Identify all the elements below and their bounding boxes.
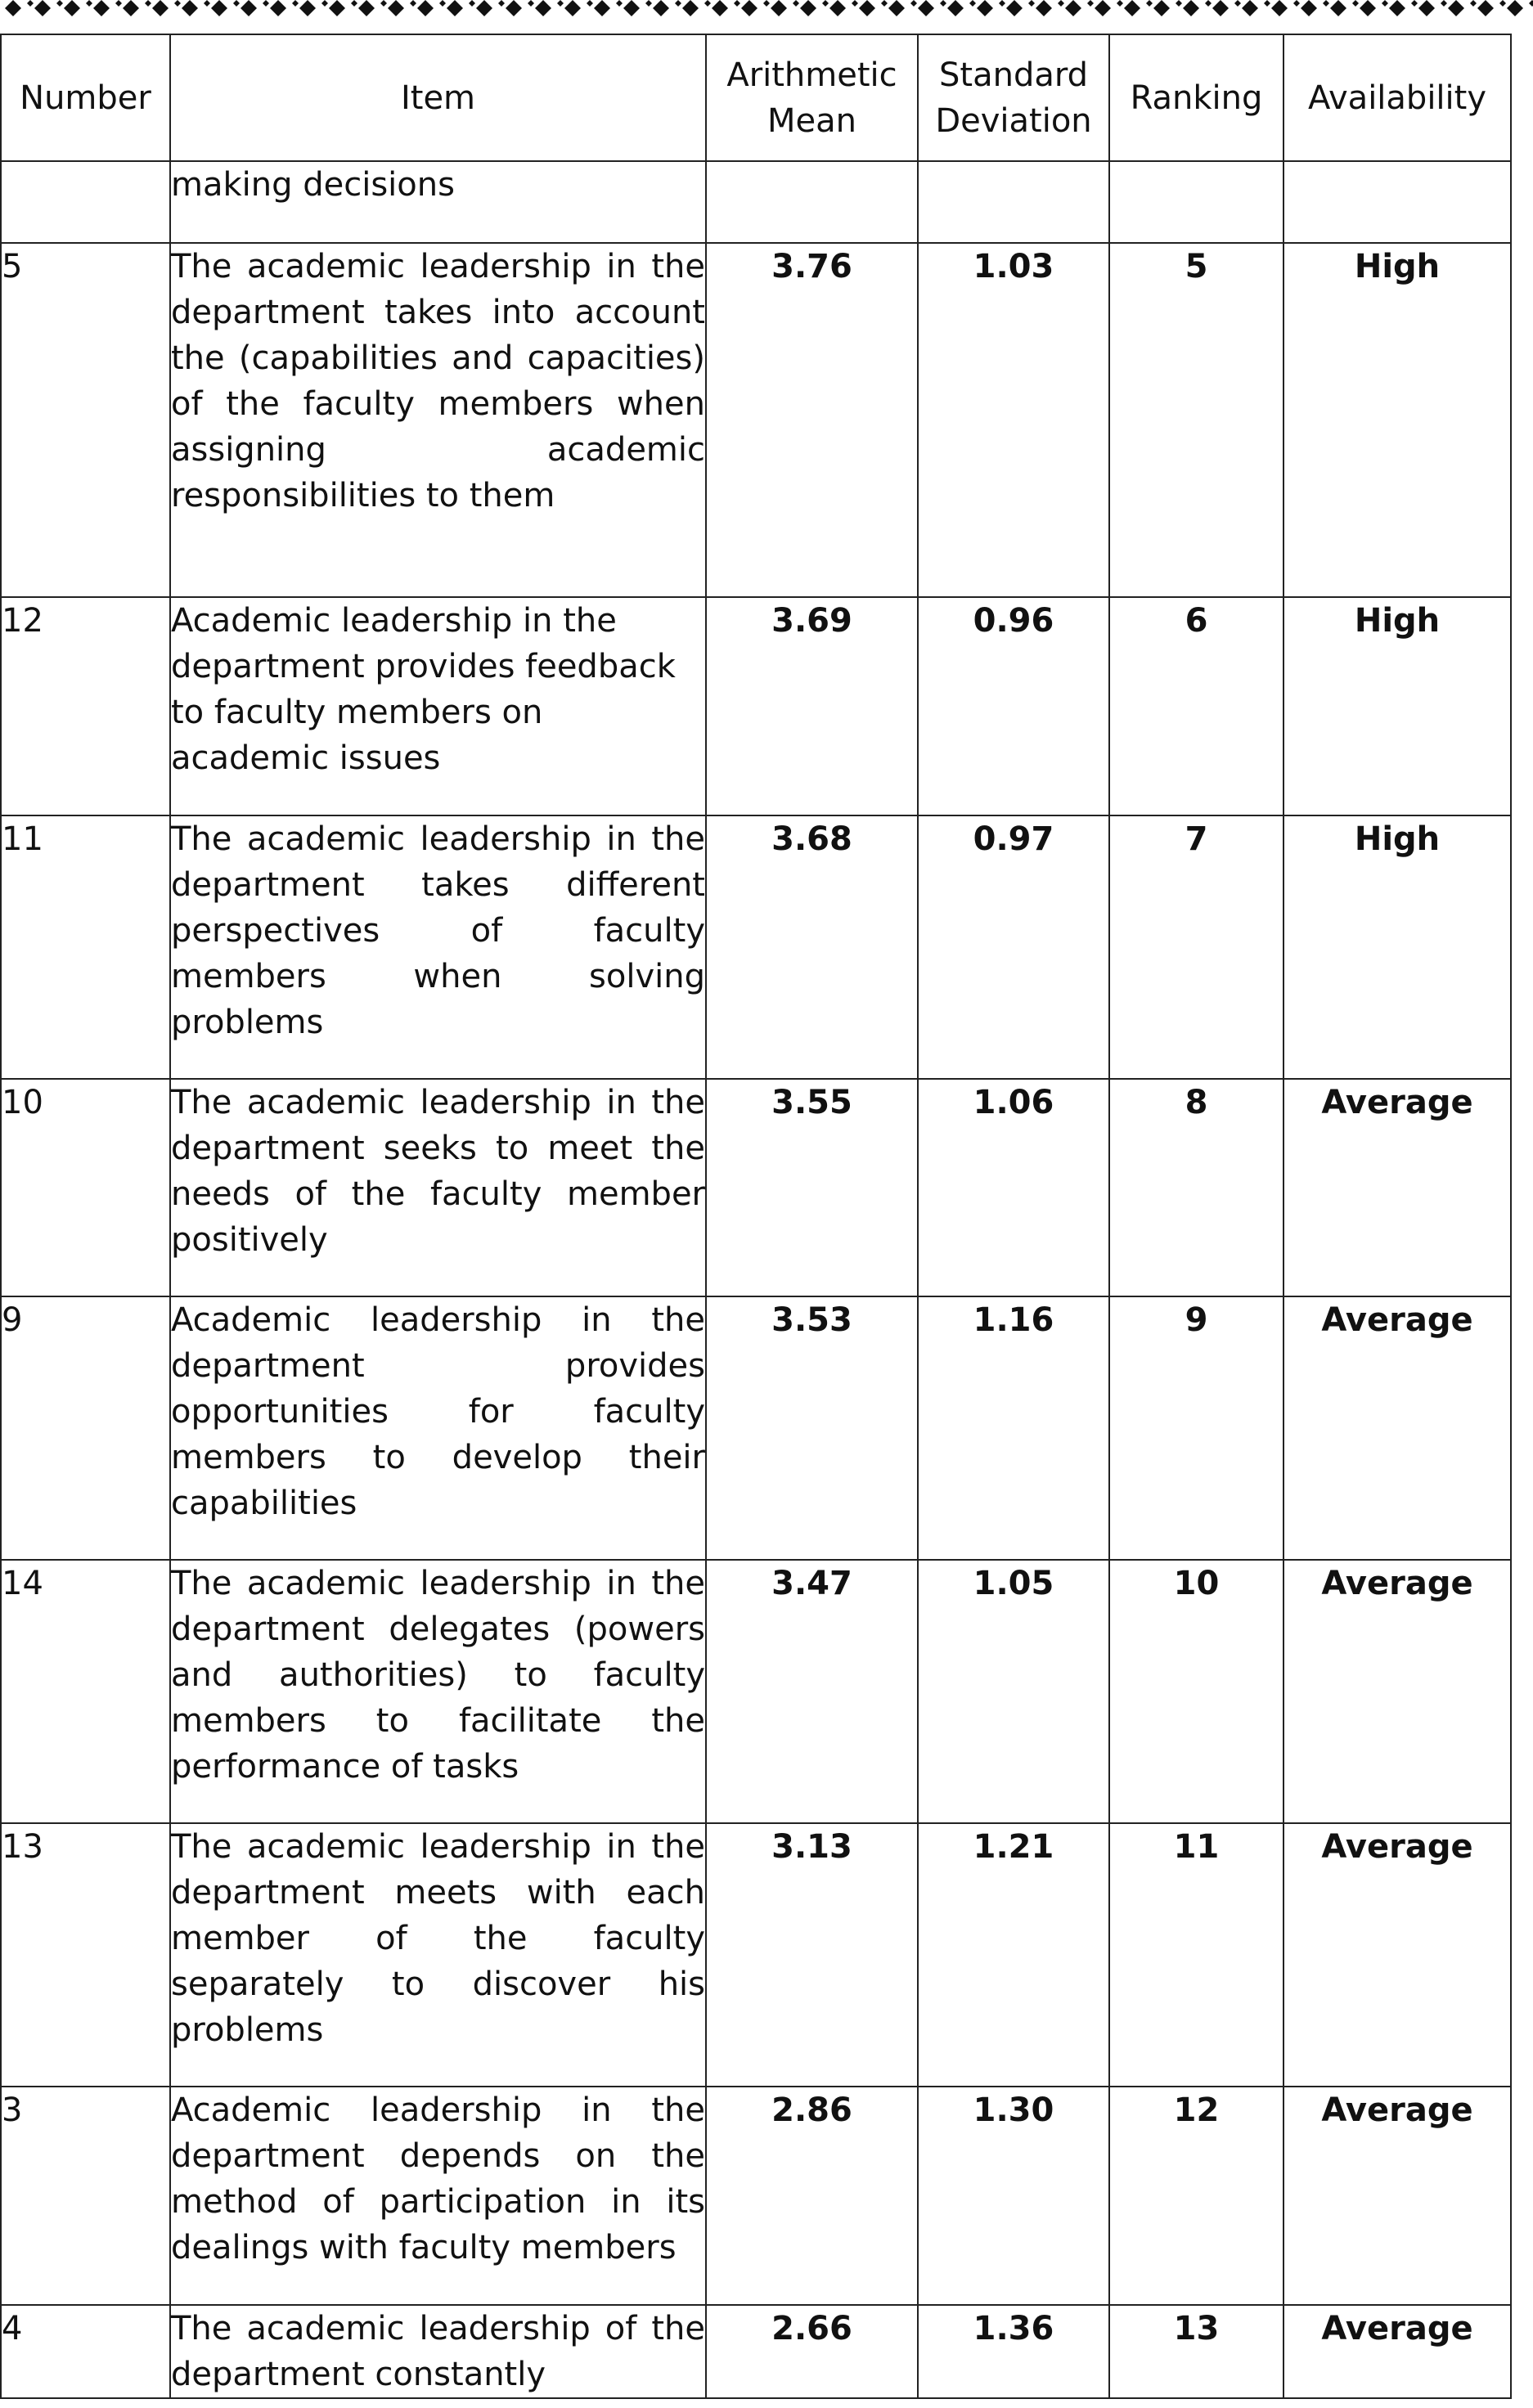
cell-item: The academic leadership in the department meets with each member of the faculty separately to discover his problems: [170, 1823, 706, 2087]
cell-ranking: 12: [1109, 2087, 1283, 2305]
cell-mean: 3.76: [706, 243, 918, 597]
border-dot: [292, 0, 299, 7]
table-row: [1, 815, 1511, 1079]
border-dot: [1058, 0, 1064, 7]
cell-ranking: 6: [1109, 597, 1283, 815]
border-dot: [1382, 0, 1388, 7]
border-dot: [999, 0, 1005, 7]
table-row: [1, 2305, 1511, 2398]
border-diamond: [1271, 0, 1288, 16]
border-diamond: [1418, 0, 1435, 16]
border-dot: [734, 0, 740, 7]
table-row: [1, 1296, 1511, 1560]
border-dot: [881, 0, 888, 7]
border-dot: [1205, 0, 1212, 7]
border-dot: [233, 0, 240, 7]
header-sd: Standard Deviation: [918, 34, 1109, 161]
cell-item: The academic leadership in the department delegates (powers and authorities) to faculty members to facilitate the performance of tasks: [170, 1560, 706, 1823]
border-dot: [380, 0, 387, 7]
border-dot: [557, 0, 564, 7]
cell-mean: 3.55: [706, 1079, 918, 1296]
cell-mean: 2.66: [706, 2305, 918, 2398]
border-diamond: [1477, 0, 1494, 16]
cell-mean: 3.68: [706, 815, 918, 1079]
cell-number: 13: [1, 1823, 170, 2087]
border-dot: [763, 0, 770, 7]
border-dot: [645, 0, 652, 7]
table-row: [1, 2087, 1511, 2305]
border-diamond: [123, 0, 139, 16]
border-dot: [1323, 0, 1329, 7]
border-diamond: [1507, 0, 1523, 16]
cell-item: The academic leadership in the department takes into account the (capabilities and capacities) of the faculty members when assigning academic responsibilities to them: [170, 243, 706, 597]
cell-availability: Average: [1283, 1296, 1511, 1560]
cell-number: 12: [1, 597, 170, 815]
border-diamond: [535, 0, 551, 16]
table-header-row: [1, 34, 1511, 161]
border-diamond: [977, 0, 993, 16]
border-dot: [704, 0, 711, 7]
border-diamond: [1360, 0, 1376, 16]
border-dot: [852, 0, 858, 7]
cell-sd: 0.96: [918, 597, 1109, 815]
border-diamond: [1330, 0, 1346, 16]
table-row: [1, 597, 1511, 815]
border-diamond: [1095, 0, 1111, 16]
border-dot: [1352, 0, 1359, 7]
results-table: [0, 34, 1512, 2399]
border-dot: [969, 0, 976, 7]
cell-mean: 3.47: [706, 1560, 918, 1823]
border-dot: [86, 0, 92, 7]
cell-number: 4: [1, 2305, 170, 2398]
cell-mean: [706, 161, 918, 243]
border-diamond: [947, 0, 964, 16]
table-row: [1, 1560, 1511, 1823]
cell-item: Academic leadership in the department depends on the method of participation in its dealings with faculty members: [170, 2087, 706, 2305]
cell-mean: 3.53: [706, 1296, 918, 1560]
border-diamond: [829, 0, 846, 16]
cell-availability: Average: [1283, 1823, 1511, 2087]
border-diamond: [1183, 0, 1199, 16]
border-dot: [1028, 0, 1035, 7]
border-dot: [587, 0, 593, 7]
border-diamond: [712, 0, 728, 16]
border-diamond: [1153, 0, 1170, 16]
cell-number: 11: [1, 815, 170, 1079]
border-dot: [675, 0, 681, 7]
header-mean: Arithmetic Mean: [706, 34, 918, 161]
border-diamond: [918, 0, 934, 16]
border-diamond: [506, 0, 522, 16]
diamond-pattern-icon: [0, 0, 1533, 33]
border-dot: [439, 0, 446, 7]
cell-item: making decisions: [170, 161, 706, 243]
cell-ranking: 9: [1109, 1296, 1283, 1560]
border-dot: [528, 0, 534, 7]
cell-availability: High: [1283, 815, 1511, 1079]
cell-number: 5: [1, 243, 170, 597]
cell-availability: High: [1283, 597, 1511, 815]
cell-availability: Average: [1283, 2087, 1511, 2305]
border-diamond: [653, 0, 669, 16]
cell-number: 9: [1, 1296, 170, 1560]
border-diamond: [270, 0, 286, 16]
border-diamond: [1389, 0, 1405, 16]
border-dot: [1293, 0, 1300, 7]
border-diamond: [476, 0, 492, 16]
cell-sd: 1.30: [918, 2087, 1109, 2305]
table-row: [1, 161, 1511, 243]
cell-sd: 1.36: [918, 2305, 1109, 2398]
cell-sd: 1.03: [918, 243, 1109, 597]
cell-item: Academic leadership in the department provides feedback to faculty members on academic issues: [170, 597, 706, 815]
border-diamond: [388, 0, 404, 16]
border-diamond: [564, 0, 581, 16]
cell-sd: 1.06: [918, 1079, 1109, 1296]
border-diamond: [5, 0, 21, 16]
cell-sd: 1.05: [918, 1560, 1109, 1823]
cell-ranking: 10: [1109, 1560, 1283, 1823]
border-dot: [115, 0, 122, 7]
border-diamond: [594, 0, 610, 16]
border-diamond: [241, 0, 257, 16]
cell-availability: Average: [1283, 2305, 1511, 2398]
cell-sd: 1.16: [918, 1296, 1109, 1560]
border-diamond: [358, 0, 375, 16]
border-diamond: [34, 0, 51, 16]
header-availability: Availability: [1283, 34, 1511, 161]
cell-ranking: 5: [1109, 243, 1283, 597]
border-dot: [1117, 0, 1123, 7]
table-row: [1, 1079, 1511, 1296]
border-dot: [1264, 0, 1270, 7]
border-diamond: [64, 0, 80, 16]
cell-number: 3: [1, 2087, 170, 2305]
cell-number: 14: [1, 1560, 170, 1823]
border-dot: [1499, 0, 1506, 7]
border-diamond: [741, 0, 758, 16]
border-diamond: [1065, 0, 1081, 16]
border-diamond: [1212, 0, 1229, 16]
border-diamond: [771, 0, 787, 16]
table-row: [1, 1823, 1511, 2087]
cell-mean: 2.86: [706, 2087, 918, 2305]
cell-sd: [918, 161, 1109, 243]
border-dot: [174, 0, 181, 7]
cell-item: Academic leadership in the department provides opportunities for faculty members to develop their capabilities: [170, 1296, 706, 1560]
border-dot: [616, 0, 623, 7]
border-dot: [822, 0, 829, 7]
border-dot: [263, 0, 269, 7]
header-number: Number: [1, 34, 170, 161]
border-dot: [1087, 0, 1094, 7]
border-diamond: [1006, 0, 1023, 16]
cell-ranking: 13: [1109, 2305, 1283, 2398]
border-diamond: [859, 0, 875, 16]
border-dot: [1146, 0, 1153, 7]
border-diamond: [888, 0, 905, 16]
border-dot: [145, 0, 151, 7]
border-diamond: [93, 0, 110, 16]
cell-ranking: [1109, 161, 1283, 243]
border-dot: [56, 0, 63, 7]
border-dot: [1470, 0, 1477, 7]
border-diamond: [329, 0, 345, 16]
border-dot: [321, 0, 328, 7]
border-diamond: [152, 0, 169, 16]
border-dot: [498, 0, 505, 7]
border-dot: [204, 0, 210, 7]
border-dot: [351, 0, 357, 7]
border-dot: [1441, 0, 1447, 7]
border-diamond: [1242, 0, 1258, 16]
border-dot: [910, 0, 917, 7]
cell-availability: High: [1283, 243, 1511, 597]
cell-number: [1, 161, 170, 243]
border-diamond: [182, 0, 198, 16]
header-item: Item: [170, 34, 706, 161]
border-dot: [1411, 0, 1418, 7]
cell-item: The academic leadership in the department takes different perspectives of faculty members when solving problems: [170, 815, 706, 1079]
cell-sd: 0.97: [918, 815, 1109, 1079]
border-dot: [793, 0, 799, 7]
cell-ranking: 11: [1109, 1823, 1283, 2087]
cell-mean: 3.69: [706, 597, 918, 815]
cell-sd: 1.21: [918, 1823, 1109, 2087]
cell-availability: Average: [1283, 1079, 1511, 1296]
border-diamond: [800, 0, 816, 16]
cell-mean: 3.13: [706, 1823, 918, 2087]
header-ranking: Ranking: [1109, 34, 1283, 161]
border-dot: [1529, 0, 1533, 7]
border-dot: [1234, 0, 1241, 7]
cell-item: The academic leadership of the department constantly: [170, 2305, 706, 2398]
decorative-border: [0, 0, 1533, 33]
border-dot: [469, 0, 475, 7]
border-dot: [940, 0, 946, 7]
cell-ranking: 8: [1109, 1079, 1283, 1296]
cell-number: 10: [1, 1079, 170, 1296]
border-dot: [27, 0, 34, 7]
border-diamond: [1301, 0, 1317, 16]
border-diamond: [682, 0, 699, 16]
border-diamond: [1124, 0, 1140, 16]
border-diamond: [211, 0, 227, 16]
border-diamond: [1448, 0, 1464, 16]
border-diamond: [447, 0, 463, 16]
border-diamond: [417, 0, 434, 16]
border-dot: [1176, 0, 1182, 7]
border-dot: [410, 0, 416, 7]
cell-availability: [1283, 161, 1511, 243]
cell-availability: Average: [1283, 1560, 1511, 1823]
border-diamond: [299, 0, 316, 16]
cell-ranking: 7: [1109, 815, 1283, 1079]
border-diamond: [623, 0, 640, 16]
cell-item: The academic leadership in the department seeks to meet the needs of the faculty member positively: [170, 1079, 706, 1296]
border-diamond: [1036, 0, 1052, 16]
table-row: [1, 243, 1511, 597]
